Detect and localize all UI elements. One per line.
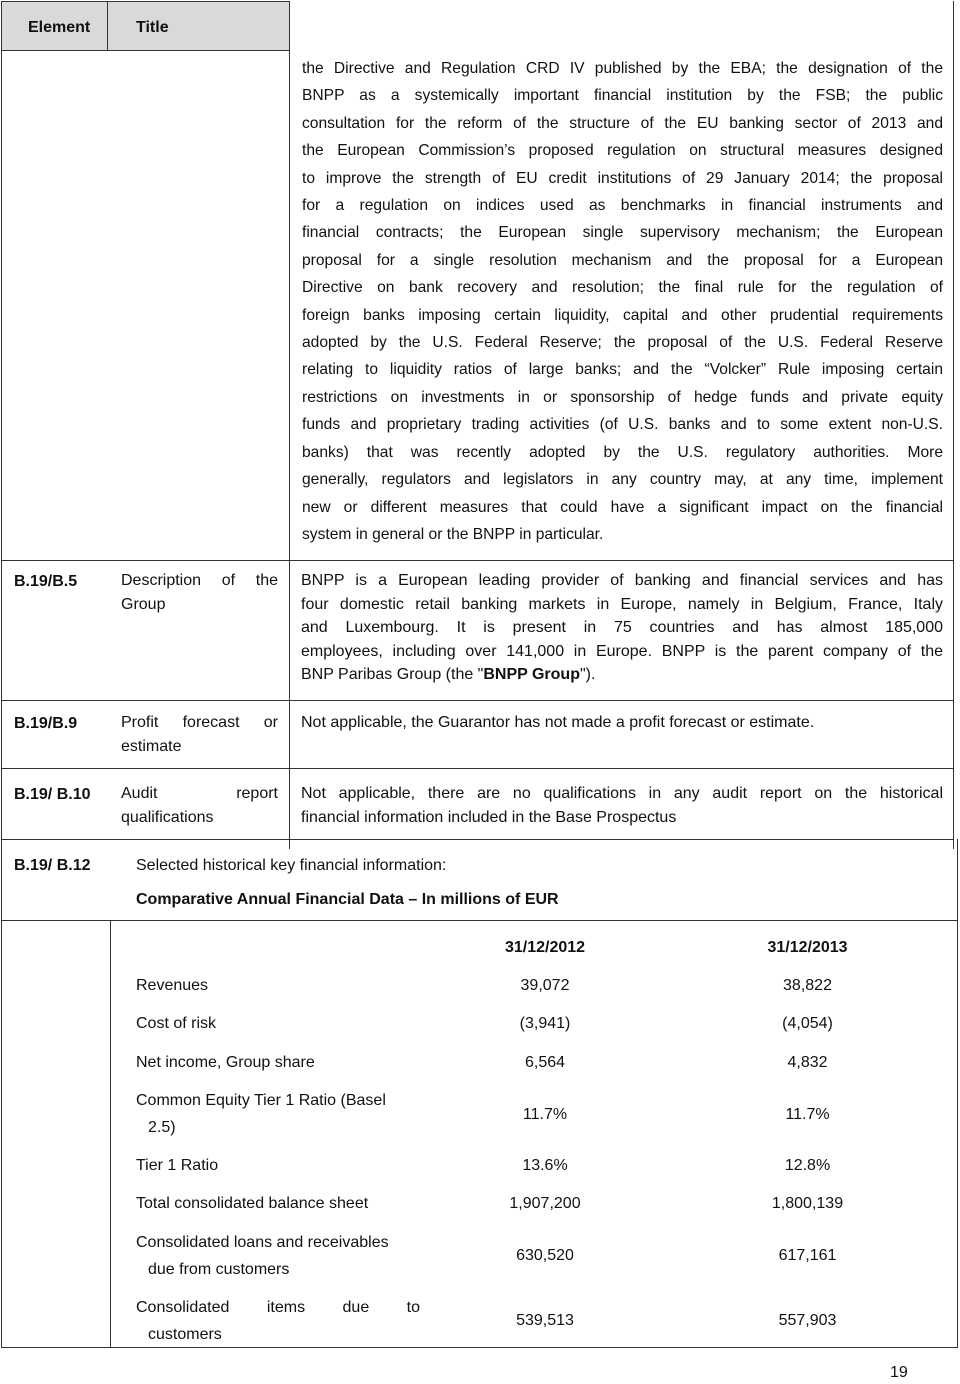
value-2012: 1,907,200 [509, 1195, 581, 1212]
financial-table-title: Comparative Annual Financial Data – In millions of EUR [136, 891, 559, 908]
row-label: Cost of risk [136, 1015, 217, 1032]
financial-intro: Selected historical key financial information: [136, 857, 447, 874]
value-2012: 6,564 [524, 1054, 566, 1071]
row-label: Common Equity Tier 1 Ratio (Basel [136, 1092, 386, 1109]
value-2013: 1,800,139 [771, 1195, 844, 1212]
row-label: Net income, Group share [136, 1054, 315, 1071]
value-2013: 38,822 [783, 977, 832, 994]
value-2013: 12.8% [784, 1157, 831, 1174]
value-2013: 557,903 [778, 1312, 837, 1329]
text-line: system in general or the BNPP in particular. [302, 525, 604, 543]
text-line: BNPP as a systemically important financial institution by the FSB; the public [302, 87, 943, 105]
value-2012: 630,520 [516, 1247, 574, 1264]
page-number: 19 [890, 1364, 908, 1381]
row-label-continued: customers [148, 1326, 222, 1343]
text-line: generally, regulators and legislators in any country may, at any time, implement [302, 471, 943, 489]
value-2013: 617,161 [778, 1247, 837, 1264]
row-title: Audit report qualifications [121, 785, 278, 826]
value-2012: 39,072 [520, 977, 570, 994]
row-label: Revenues [136, 977, 209, 994]
row-label: Tier 1 Ratio [136, 1157, 219, 1174]
row-label: Total consolidated balance sheet [136, 1195, 369, 1212]
row-label-continued: due from customers [148, 1261, 290, 1278]
element-code: B.19/ B.12 [14, 857, 91, 874]
text-line: consultation for the reform of the structure of the EU banking sector of 2013 and [302, 114, 943, 132]
row-label-continued: 2.5) [148, 1119, 176, 1136]
text-line: the Directive and Regulation CRD IV published by the EBA; the designation of the [302, 60, 943, 77]
continuation-paragraph [302, 55, 943, 548]
value-2012: 11.7% [522, 1106, 568, 1123]
value-2012: 539,513 [516, 1312, 574, 1329]
value-2012: (3,941) [519, 1015, 571, 1032]
audit-report-text: Not applicable, there are no qualifications in any audit report on the historical financial information included in the Base Prospectus [301, 785, 943, 826]
row-title: Description of the Group [121, 572, 278, 613]
value-2012: 13.6% [522, 1157, 568, 1174]
text-line: funds and proprietary trading activities (of U.S. banks and to some extent non-U.S. [302, 416, 943, 434]
header-element: Element [28, 19, 91, 36]
element-code: B.19/B.5 [14, 573, 78, 590]
profit-forecast-text: Not applicable, the Guarantor has not made a profit forecast or estimate. [301, 714, 815, 731]
row-label: Consolidated items due to [136, 1299, 420, 1316]
text-line: new or different measures that could have a significant impact on the financial [302, 498, 943, 516]
element-code: B.19/ B.10 [14, 786, 91, 803]
header-title: Title [136, 19, 169, 36]
column-header-2013: 31/12/2013 [767, 939, 848, 956]
row-label: Consolidated loans and receivables [136, 1234, 389, 1251]
text-line: for a regulation on indices used as benchmarks in financial instruments and [302, 197, 943, 215]
text-line: banks) that was recently adopted by the U.S. regulatory authorities. More [302, 443, 943, 461]
row-title: Profit forecast or estimate [121, 714, 278, 755]
column-header-2012: 31/12/2012 [504, 939, 586, 956]
element-code: B.19/B.9 [14, 715, 78, 732]
value-2013: 11.7% [785, 1106, 830, 1123]
value-2013: (4,054) [782, 1015, 833, 1032]
text-line: proposal for a single resolution mechanism and the proposal for a European [302, 251, 943, 269]
text-line: the European Commission’s proposed regulation on structural measures designed [302, 142, 943, 160]
text-line: adopted by the U.S. Federal Reserve; the proposal of the U.S. Federal Reserve [302, 334, 943, 352]
group-description: BNPP is a European leading provider of banking and financial services and has four domestic retail banking markets in Europe, namely in Belgium, France, Italy and Luxembourg. It is present in 75 countries and has almost 185,000 employees, including over 141,000 in Europe. BNPP is the parent company of the BNP Paribas Group (the "BNPP Group"). [301, 572, 943, 683]
text-line: foreign banks imposing certain liquidity, capital and other prudential requirements [302, 306, 943, 324]
text-line: to improve the strength of EU credit institutions of 29 January 2014; the proposal [302, 169, 943, 187]
text-line: financial contracts; the European single supervisory mechanism; the European [302, 224, 943, 242]
text-line: Directive on bank recovery and resolution; the final rule for the regulation of [302, 279, 943, 297]
text-line: restrictions on investments in or sponsorship of hedge funds and private equity [302, 388, 943, 406]
text-line: relating to liquidity ratios of large banks; and the “Volcker” Rule imposing certain [302, 361, 943, 379]
value-2013: 4,832 [787, 1054, 828, 1071]
